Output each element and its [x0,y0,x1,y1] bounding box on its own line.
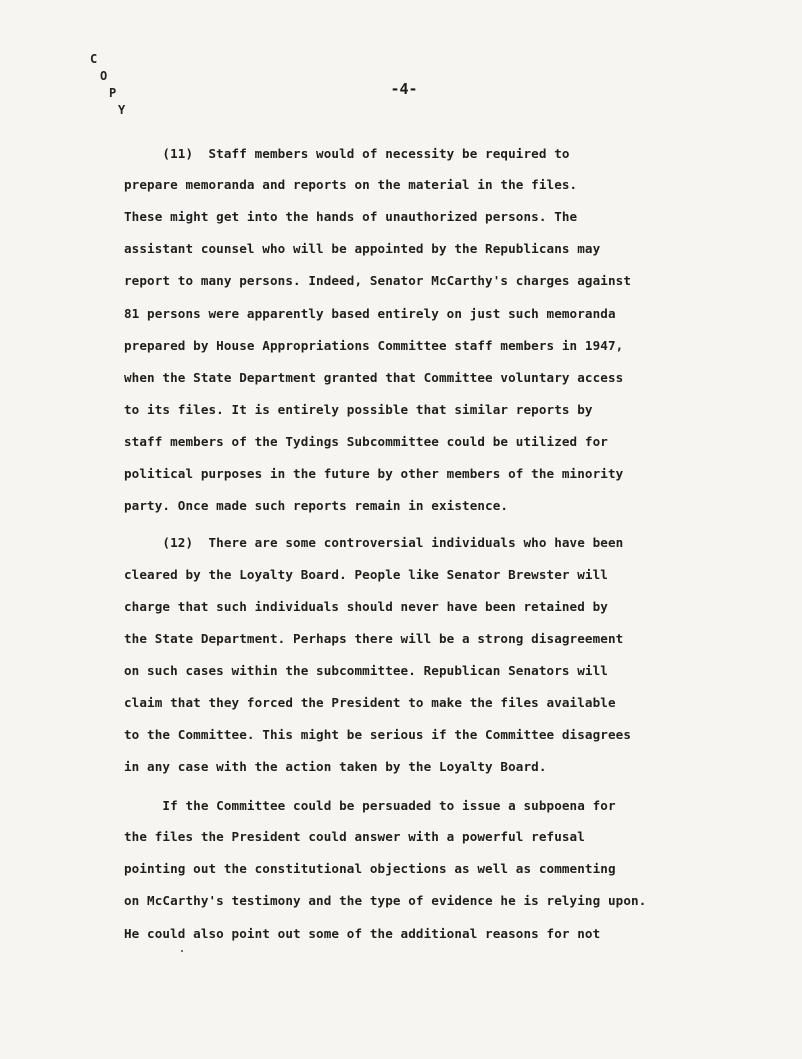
text-line: cleared by the Loyalty Board. People like Senator Brewster will [124,567,608,582]
stamp-letter-c: C [90,52,98,66]
text-line: (12) There are some controversial individuals who have been [124,535,624,550]
text-line: report to many persons. Indeed, Senator McCarthy's charges against [124,273,632,288]
text-line: staff members of the Tydings Subcommittee could be utilized for [124,434,608,449]
text-line: political purposes in the future by other members of the minority [124,466,624,481]
text-line: 81 persons were apparently based entirely on just such memoranda [124,306,616,321]
stamp-letter-o: O [100,69,108,83]
text-line: (11) Staff members would of necessity be required to [124,146,570,161]
text-line: the files the President could answer with a powerful refusal [124,829,585,844]
text-line: prepared by House Appropriations Committee staff members in 1947, [124,338,624,353]
copy-stamp [86,50,136,120]
page-number: -4- [390,80,418,98]
text-line: pointing out the constitutional objections as well as commenting [124,861,616,876]
text-line: assistant counsel who will be appointed by the Republicans may [124,241,601,256]
text-line: to the Committee. This might be serious if the Committee disagrees [124,727,632,742]
stamp-letter-y: Y [118,103,126,117]
text-line: charge that such individuals should never have been retained by [124,599,608,614]
text-line: claim that they forced the President to make the files available [124,695,616,710]
text-line: when the State Department granted that Committee voluntary access [124,370,624,385]
text-line: party. Once made such reports remain in existence. [124,498,509,513]
text-line: He could also point out some of the additional reasons for not [124,926,601,941]
stamp-letter-p: P [109,86,117,100]
text-line: in any case with the action taken by the Loyalty Board. [124,759,547,774]
text-line: to its files. It is entirely possible that similar reports by [124,402,593,417]
text-line: the State Department. Perhaps there will be a strong disagreement [124,631,624,646]
text-line: If the Committee could be persuaded to issue a subpoena for [124,798,616,813]
text-line: on McCarthy's testimony and the type of evidence he is relying upon. [124,893,647,908]
ink-speck [181,950,183,952]
text-line: prepare memoranda and reports on the material in the files. [124,177,578,192]
text-line: These might get into the hands of unauthorized persons. The [124,209,578,224]
text-line: on such cases within the subcommittee. Republican Senators will [124,663,608,678]
